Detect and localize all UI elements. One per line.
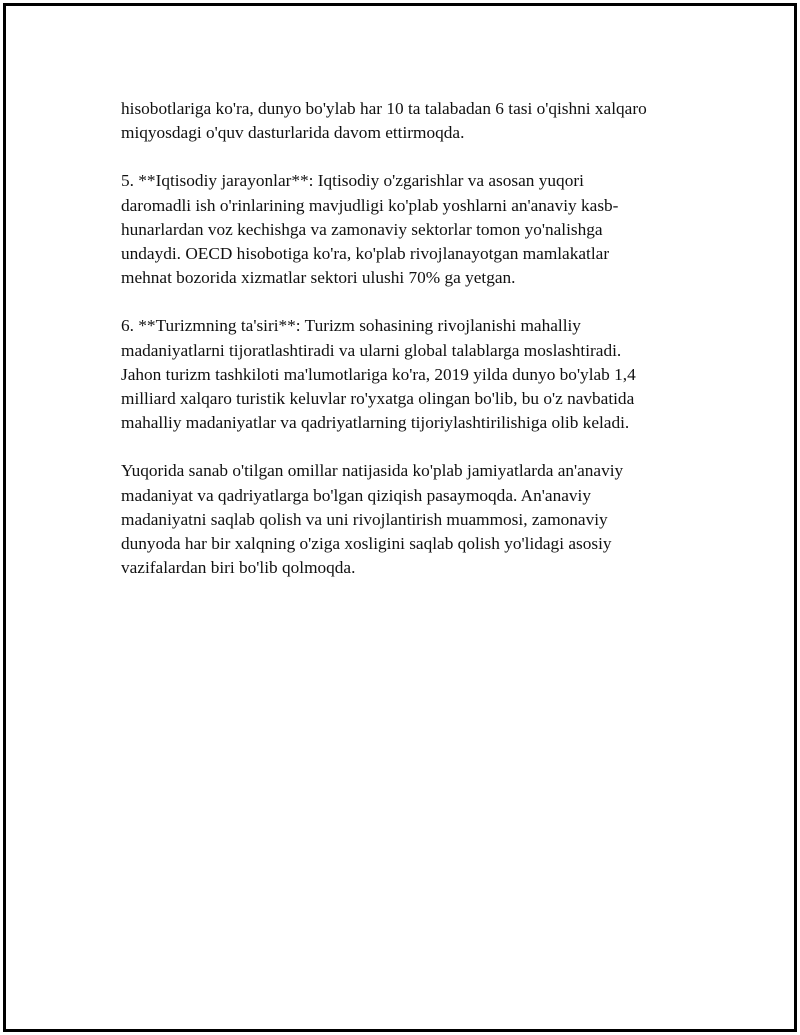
text-line: Yuqorida sanab o'tilgan omillar natijasida ko'plab jamiyatlarda an'anaviy [121, 461, 624, 481]
text-line: hunarlardan voz kechishga va zamonaviy sektorlar tomon yo'nalishga [121, 219, 603, 239]
page-frame [3, 3, 797, 1032]
text-line: madaniyatlarni tijoratlashtiradi va ularni global talablarga moslashtiradi. [121, 340, 622, 360]
text-line: miqyosdagi o'quv dasturlarida davom ettirmoqda. [121, 123, 465, 143]
text-line: madaniyatni saqlab qolish va uni rivojlantirish muammosi, zamonaviy [121, 509, 608, 529]
text-line: 6. **Turizmning ta'siri**: Turizm sohasining rivojlanishi mahalliy [121, 316, 581, 336]
text-line: mahalliy madaniyatlar va qadriyatlarning tijoriylashtirilishiga olib keladi. [121, 413, 630, 433]
text-line: mehnat bozorida xizmatlar sektori ulushi 70% ga yetgan. [121, 268, 516, 288]
text-line: 5. **Iqtisodiy jarayonlar**: Iqtisodiy o'zgarishlar va asosan yuqori [121, 171, 584, 191]
document-body [121, 97, 691, 604]
text-line: Jahon turizm tashkiloti ma'lumotlariga ko'ra, 2019 yilda dunyo bo'ylab 1,4 [121, 364, 636, 384]
text-line: milliard xalqaro turistik keluvlar ro'yxatga olingan bo'lib, bu o'z navbatida [121, 389, 635, 409]
text-line: madaniyat va qadriyatlarga bo'lgan qiziqish pasaymoqda. An'anaviy [121, 485, 591, 505]
paragraph-tourism-impact [121, 314, 691, 435]
paragraph-economic-processes [121, 169, 691, 290]
text-line: hisobotlariga ko'ra, dunyo bo'ylab har 10 ta talabadan 6 tasi o'qishni xalqaro [121, 99, 647, 118]
paragraph-conclusion [121, 459, 691, 580]
paragraph-continuation [121, 97, 691, 145]
text-line: daromadli ish o'rinlarining mavjudligi ko'plab yoshlarni an'anaviy kasb- [121, 195, 619, 215]
text-line: vazifalardan biri bo'lib qolmoqda. [121, 558, 356, 578]
text-line: dunyoda har bir xalqning o'ziga xosligini saqlab qolish yo'lidagi asosiy [121, 534, 612, 554]
text-line: undaydi. OECD hisobotiga ko'ra, ko'plab rivojlanayotgan mamlakatlar [121, 244, 610, 264]
